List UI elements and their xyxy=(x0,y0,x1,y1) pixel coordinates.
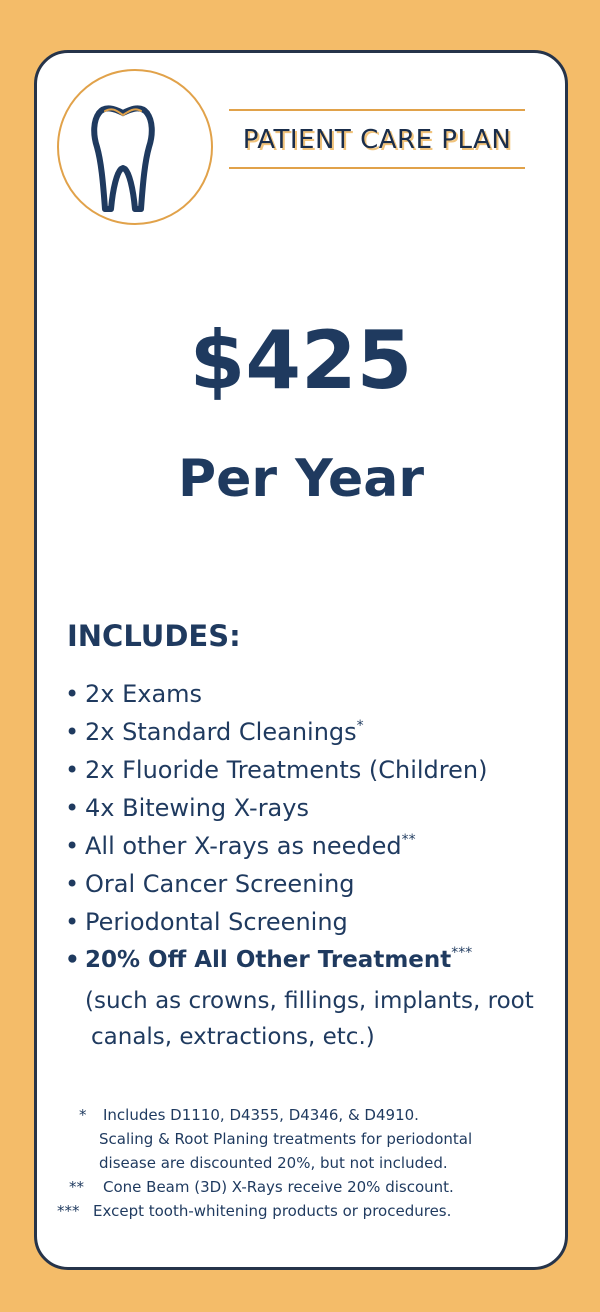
footnotes xyxy=(57,1103,557,1223)
list-item xyxy=(65,941,555,979)
footnote-1-line3: disease are discounted 20%, but not included. xyxy=(99,1154,448,1172)
logo-badge xyxy=(57,69,213,225)
bullet-icon: • xyxy=(65,756,80,784)
tooth-icon xyxy=(59,71,211,223)
list-item-text: Periodontal Screening xyxy=(85,908,348,936)
includes-list xyxy=(65,675,555,979)
bullet-icon: • xyxy=(65,832,80,860)
list-item xyxy=(65,751,555,789)
list-item-text: 2x Exams xyxy=(85,680,203,708)
title-block xyxy=(229,109,525,169)
list-item xyxy=(65,827,555,865)
footnote-2-text: Cone Beam (3D) X-Rays receive 20% discount. xyxy=(103,1178,454,1196)
footnote-1 xyxy=(57,1103,557,1127)
title-rule-bottom xyxy=(229,167,525,169)
footnote-3-mark: *** xyxy=(57,1202,80,1220)
footnote-3-text: Except tooth-whitening products or procedures. xyxy=(93,1202,452,1220)
treatment-examples-line1: (such as crowns, fillings, implants, root xyxy=(85,988,534,1014)
footnote-1-mark: * xyxy=(79,1106,87,1124)
price-period: Per Year xyxy=(177,449,424,509)
treatment-examples-line2: canals, extractions, etc.) xyxy=(91,1024,375,1050)
list-item xyxy=(65,675,555,713)
page-title: PATIENT CARE PLAN xyxy=(242,125,512,155)
list-item-text: 2x Fluoride Treatments (Children) xyxy=(85,756,488,784)
list-item-text: All other X-rays as needed xyxy=(85,832,402,860)
list-item-text: 2x Standard Cleanings xyxy=(85,718,357,746)
list-item xyxy=(65,903,555,941)
list-item xyxy=(65,789,555,827)
list-item-text: 20% Off All Other Treatment xyxy=(85,947,452,973)
footnote-mark: *** xyxy=(451,945,473,961)
plan-card xyxy=(34,50,568,1270)
list-item xyxy=(65,713,555,751)
footnote-1-line2: Scaling & Root Planing treatments for periodontal xyxy=(99,1130,473,1148)
list-item xyxy=(65,865,555,903)
bullet-icon: • xyxy=(65,908,80,936)
bullet-icon: • xyxy=(65,718,80,746)
list-item-text: Oral Cancer Screening xyxy=(85,870,355,898)
bullet-icon: • xyxy=(65,947,80,973)
footnote-3 xyxy=(57,1199,557,1223)
bullet-icon: • xyxy=(65,870,80,898)
footnote-2-mark: ** xyxy=(69,1178,84,1196)
list-item-text: 4x Bitewing X-rays xyxy=(85,794,309,822)
footnote-1-text: Includes D1110, D4355, D4346, & D4910. xyxy=(103,1106,419,1124)
includes-heading: INCLUDES: xyxy=(67,619,241,653)
footnote-mark: ** xyxy=(401,832,416,848)
bullet-icon: • xyxy=(65,680,80,708)
price: $425 xyxy=(189,314,413,407)
footnote-mark: * xyxy=(356,718,364,734)
footnote-2 xyxy=(57,1175,557,1199)
bullet-icon: • xyxy=(65,794,80,822)
treatment-examples xyxy=(85,983,555,1055)
